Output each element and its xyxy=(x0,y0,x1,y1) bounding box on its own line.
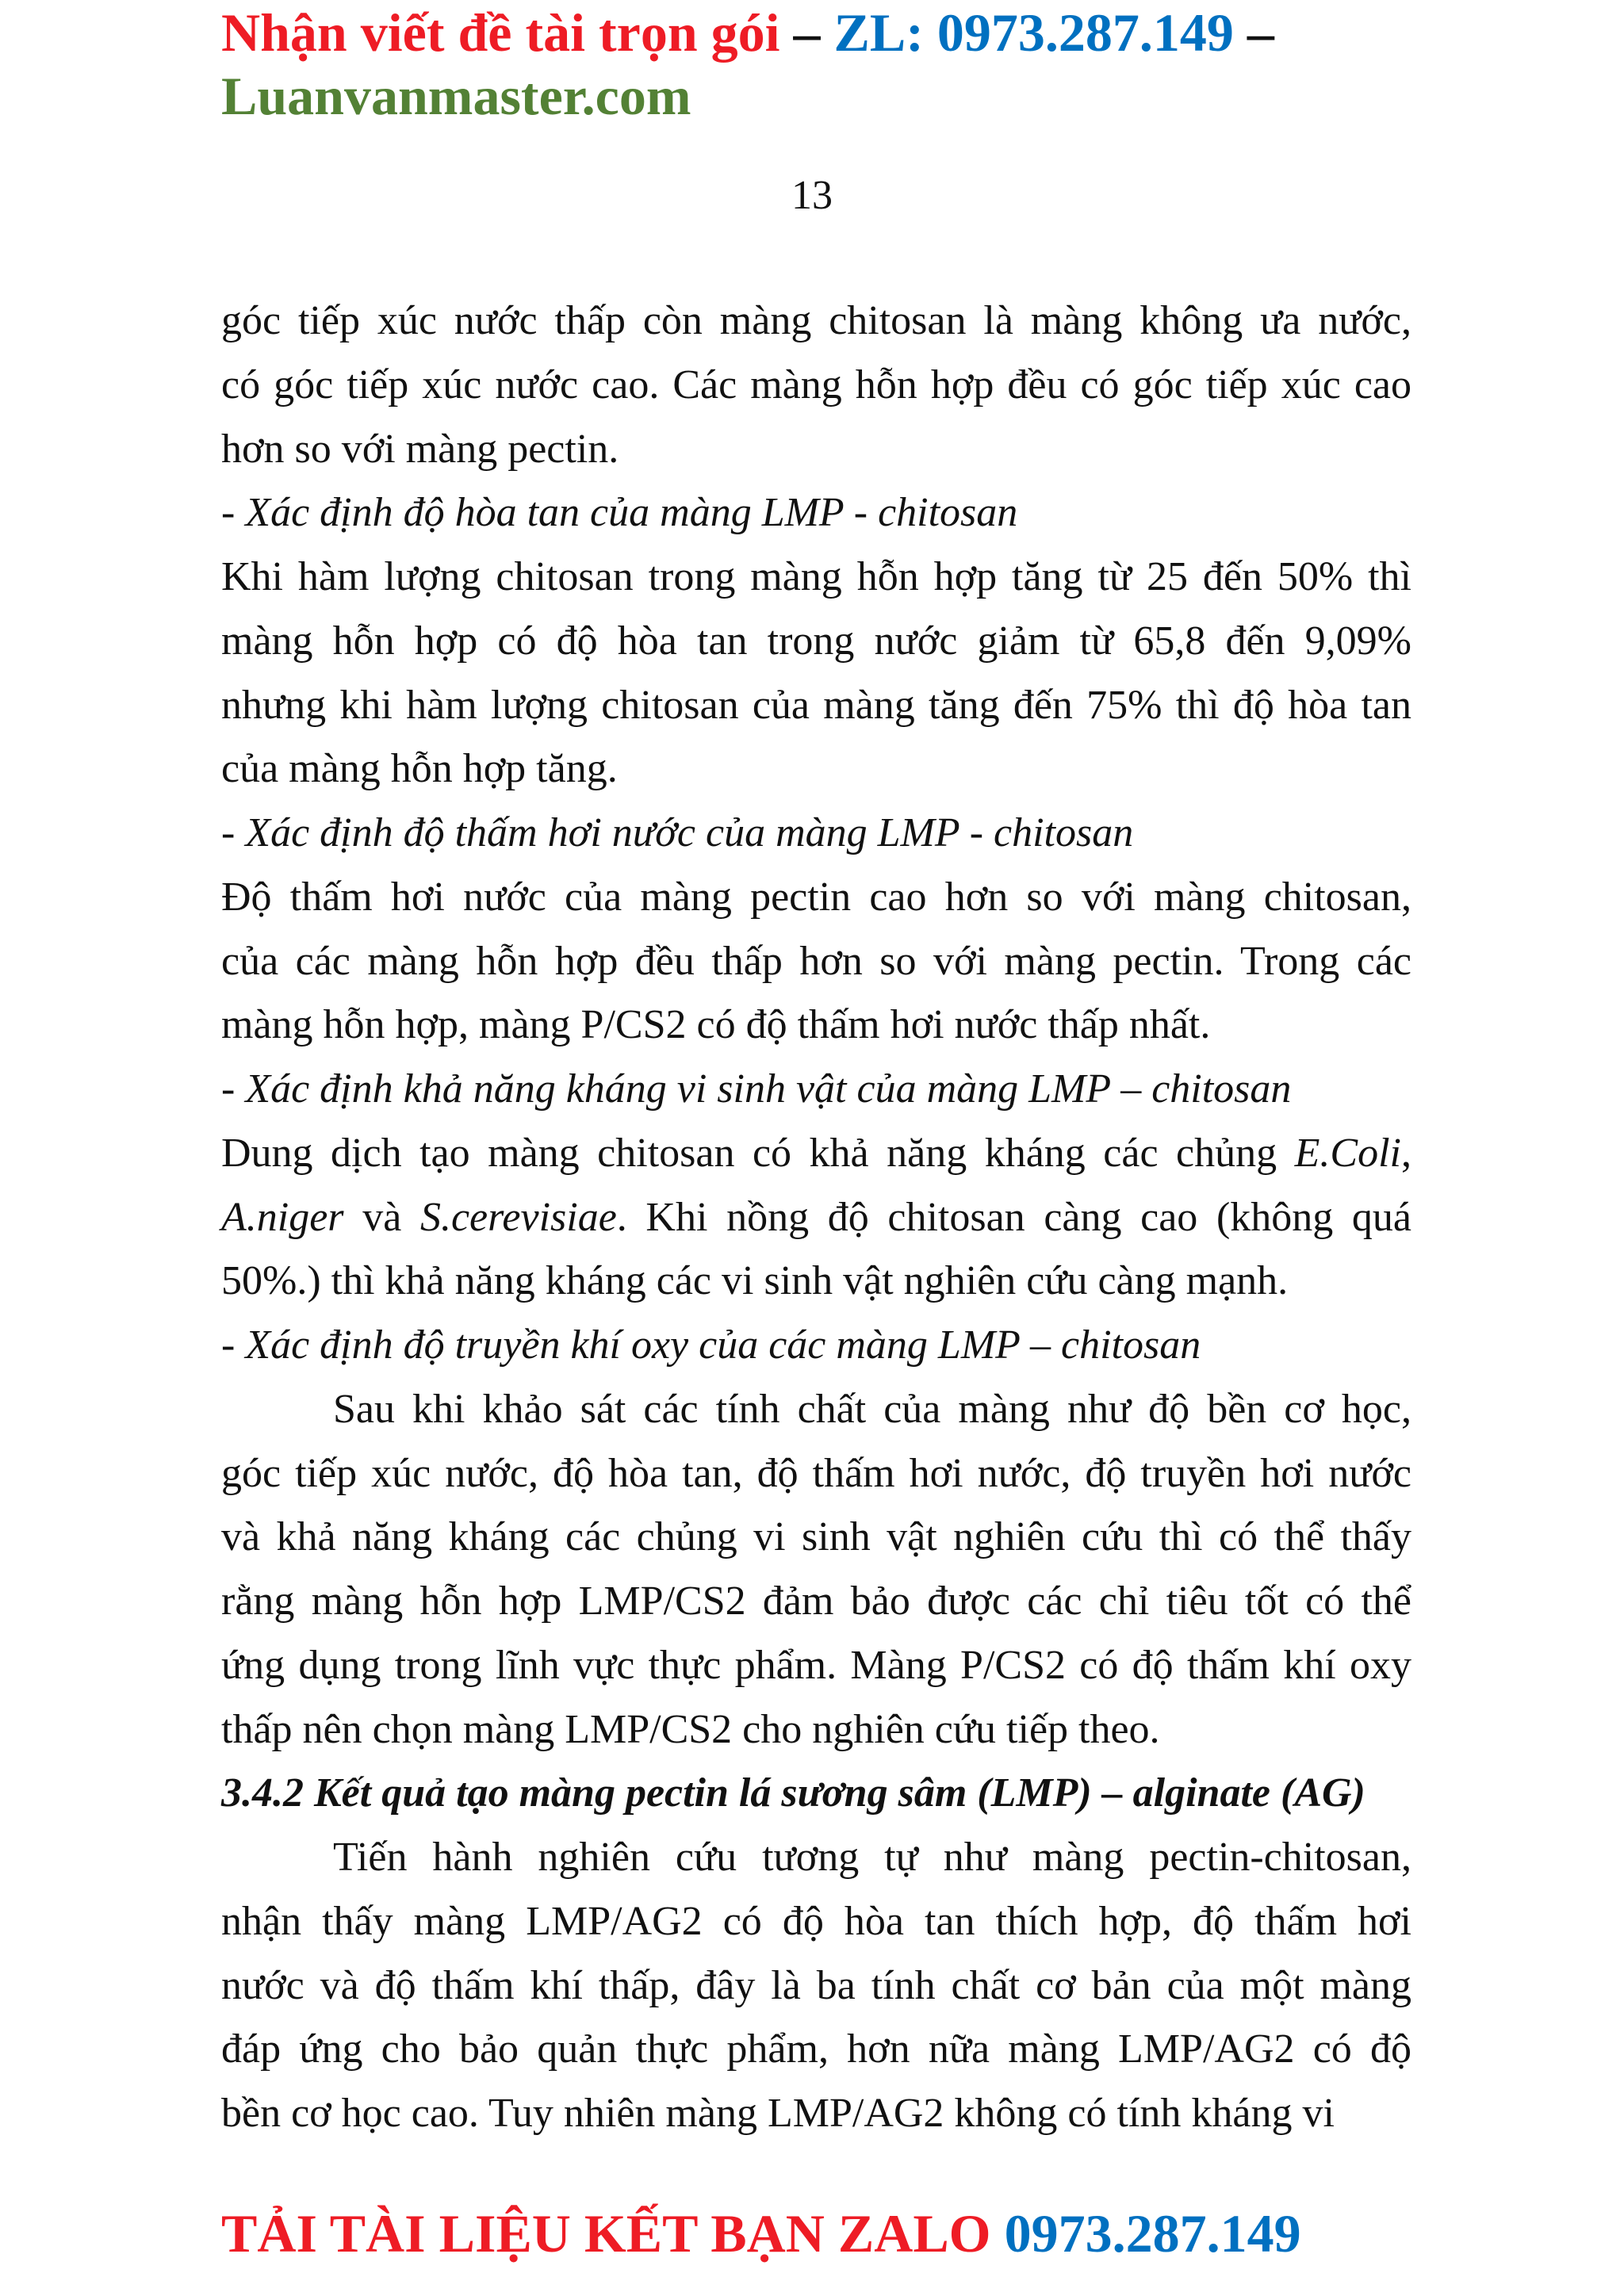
subheading: - Xác định độ thấm hơi nước của màng LMP - chitosan xyxy=(221,810,1134,855)
text-line: hơn so với màng pectin. xyxy=(221,426,619,472)
text-segment: và xyxy=(362,1194,402,1240)
text-line: của các màng hỗn hợp đều thấp hơn so với màng pectin. Trong các xyxy=(221,938,1411,984)
text-line: đáp ứng cho bảo quản thực phẩm, hơn nữa màng LMP/AG2 có độ xyxy=(221,2026,1411,2072)
text-line: Tiến hành nghiên cứu tương tự như màng pectin-chitosan, xyxy=(333,1835,1411,1880)
site-name: Luanvanmaster.com xyxy=(221,66,691,126)
text-line: thấp nên chọn màng LMP/CS2 cho nghiên cứu tiếp theo. xyxy=(221,1706,1160,1752)
subheading: - Xác định độ hòa tan của màng LMP - chitosan xyxy=(221,490,1018,536)
header-line-1 xyxy=(221,1,1274,64)
text-line: có góc tiếp xúc nước cao. Các màng hỗn hợp đều có góc tiếp xúc cao xyxy=(221,362,1411,408)
text-line: Khi hàm lượng chitosan trong màng hỗn hợp tăng từ 25 đến 50% thì xyxy=(221,554,1411,599)
text-line: nước và độ thấm khí thấp, đây là ba tính chất cơ bản của một màng xyxy=(221,1962,1411,2008)
text-line: Sau khi khảo sát các tính chất của màng như độ bền cơ học, xyxy=(333,1386,1411,1432)
text-line: và khả năng kháng các chủng vi sinh vật nghiên cứu thì có thể thấy xyxy=(221,1514,1411,1560)
text-line: màng hỗn hợp, màng P/CS2 có độ thấm hơi nước thấp nhất. xyxy=(221,1002,1211,1048)
text-line: 50%.) thì khả năng kháng các vi sinh vật nghiên cứu càng mạnh. xyxy=(221,1258,1289,1304)
text-line: góc tiếp xúc nước, độ hòa tan, độ thấm hơi nước, độ truyền hơi nước xyxy=(221,1450,1411,1496)
text-line: bền cơ học cao. Tuy nhiên màng LMP/AG2 không có tính kháng vi xyxy=(221,2091,1335,2136)
text-line xyxy=(221,1122,1411,1186)
text-line: rằng màng hỗn hợp LMP/CS2 đảm bảo được các chỉ tiêu tốt có thể xyxy=(221,1578,1411,1624)
text-line: Độ thấm hơi nước của màng pectin cao hơn so với màng chitosan, xyxy=(221,874,1411,920)
text-segment: Dung dịch tạo màng chitosan có khả năng kháng các chủng xyxy=(221,1130,1277,1176)
text-segment: , xyxy=(1401,1130,1411,1176)
footer-cta: TẢI TÀI LIỆU KẾT BẠN ZALO xyxy=(221,2203,991,2263)
species-name: E.Coli xyxy=(1294,1130,1401,1176)
document-body xyxy=(221,289,1411,2146)
text-segment: . Khi nồng độ chitosan càng cao (không quá xyxy=(616,1194,1412,1240)
header-dash: – xyxy=(793,2,821,63)
species-name: S.cerevisiae xyxy=(419,1194,617,1240)
section-heading: 3.4.2 Kết quả tạo màng pectin lá sương sâm (LMP) – alginate (AG) xyxy=(221,1770,1365,1816)
text-line: ứng dụng trong lĩnh vực thực phẩm. Màng P/CS2 có độ thấm khí oxy xyxy=(221,1642,1411,1688)
text-line: nhận thấy màng LMP/AG2 có độ hòa tan thích hợp, độ thấm hơi xyxy=(221,1898,1411,1944)
header-dash: – xyxy=(1247,2,1274,63)
text-line: màng hỗn hợp có độ hòa tan trong nước giảm từ 65,8 đến 9,09% xyxy=(221,618,1411,664)
text-line: của màng hỗn hợp tăng. xyxy=(221,746,618,792)
text-line xyxy=(221,1186,1411,1250)
header-line-2 xyxy=(221,64,1274,128)
zalo-phone: ZL: 0973.287.149 xyxy=(833,2,1234,63)
page-number: 13 xyxy=(791,173,833,218)
promo-text: Nhận viết đề tài trọn gói xyxy=(221,2,780,63)
footer-phone: 0973.287.149 xyxy=(1004,2203,1301,2263)
footer-banner xyxy=(221,2202,1301,2265)
text-line: nhưng khi hàm lượng chitosan của màng tăng đến 75% thì độ hòa tan xyxy=(221,682,1411,728)
species-name: A.niger xyxy=(221,1194,344,1240)
text-line: góc tiếp xúc nước thấp còn màng chitosan là màng không ưa nước, xyxy=(221,298,1411,343)
subheading: - Xác định độ truyền khí oxy của các màng LMP – chitosan xyxy=(221,1322,1201,1368)
subheading: - Xác định khả năng kháng vi sinh vật của màng LMP – chitosan xyxy=(221,1066,1292,1112)
header-banner xyxy=(221,1,1274,128)
